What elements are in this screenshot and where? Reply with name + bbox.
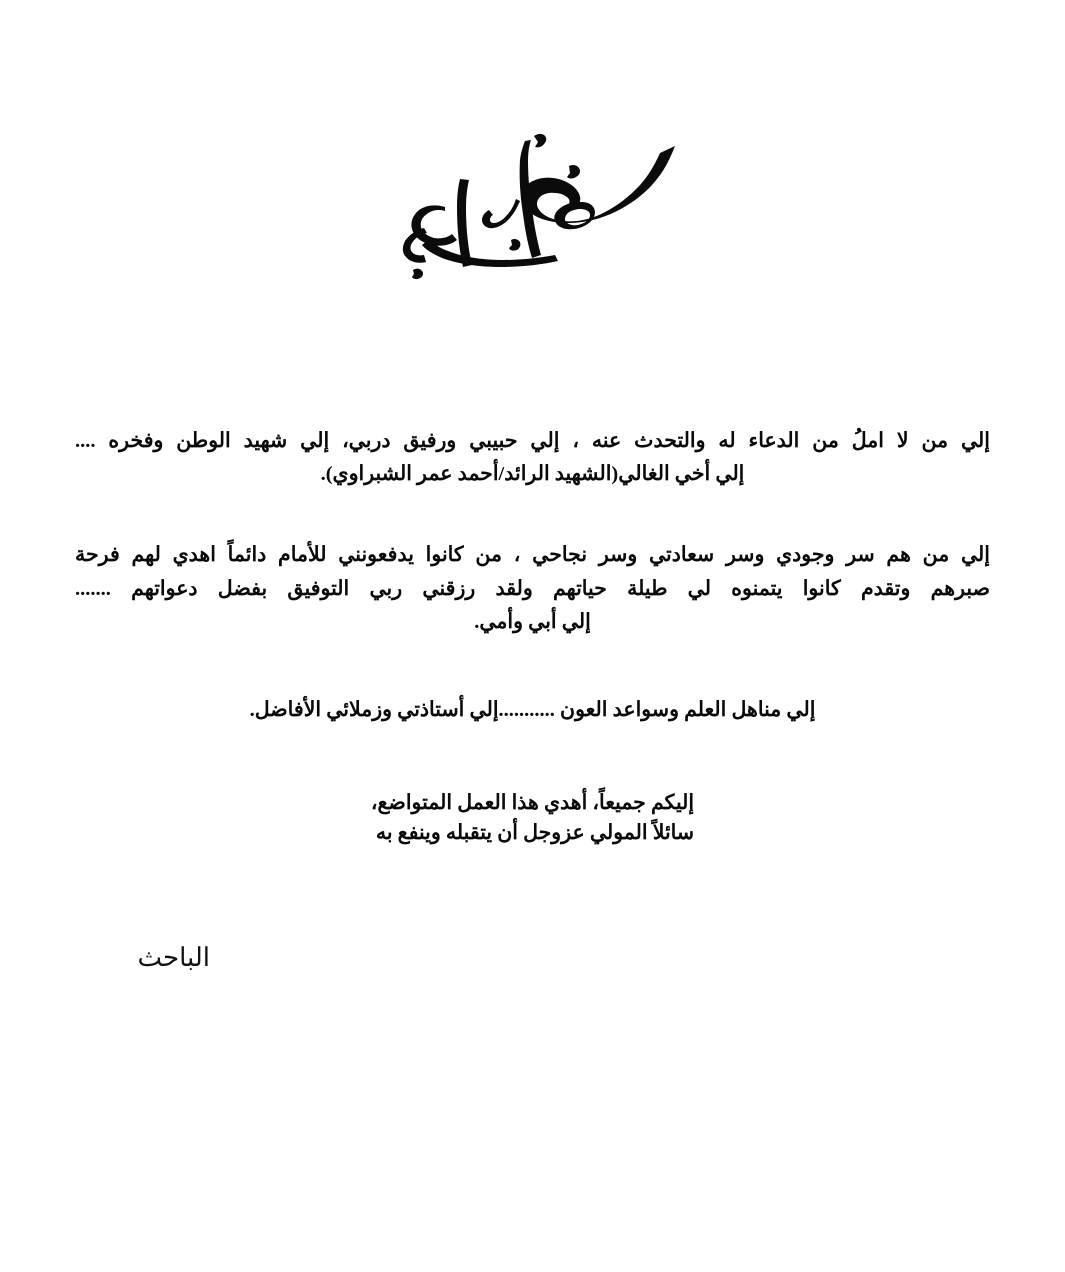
dedication-paragraph-2 <box>75 539 990 639</box>
dedication-paragraph-1 <box>75 425 990 491</box>
paragraph-1-line-1: إلي من لا املُ من الدعاء له والتحدث عنه ، إلي حبيبي ورفيق دربي، إلي شهيد الوطن وفخره .... <box>75 430 990 452</box>
ihdaa-calligraphy-icon <box>383 128 683 293</box>
dedication-paragraph-3 <box>75 694 990 727</box>
paragraph-4-line-2: سائلاً المولي عزوجل أن يتقبله وينفع به <box>375 821 695 844</box>
dedication-paragraph-4 <box>75 789 990 848</box>
paragraph-2-line-1: إلي من هم سر وجودي وسر سعادتي وسر نجاحي ، من كانوا يدفعونني للأمام دائماً اهدي لهم فرحة <box>75 544 990 567</box>
paragraph-3-line-1: إلي مناهل العلم وسواعد العون ...........إلي أستاذتي وزملائي الأفاضل. <box>249 699 816 722</box>
paragraph-1-line-2: إلي أخي الغالي(الشهيد الرائد/أحمد عمر الشبراوي). <box>320 463 745 486</box>
dedication-body <box>75 425 990 849</box>
signature-line: الباحث <box>137 943 210 972</box>
paragraph-2-line-3: إلي أبي وأمي. <box>474 610 591 633</box>
paragraph-2-line-2: صبرهم وتقدم كانوا يتمنوه لي طيلة حياتهم ولقد رزقني ربي التوفيق بفضل دعواتهم ....... <box>75 577 990 600</box>
page-title <box>0 120 1065 300</box>
paragraph-4-line-1: إليكم جميعاً، أهدي هذا العمل المتواضع، <box>370 792 695 815</box>
